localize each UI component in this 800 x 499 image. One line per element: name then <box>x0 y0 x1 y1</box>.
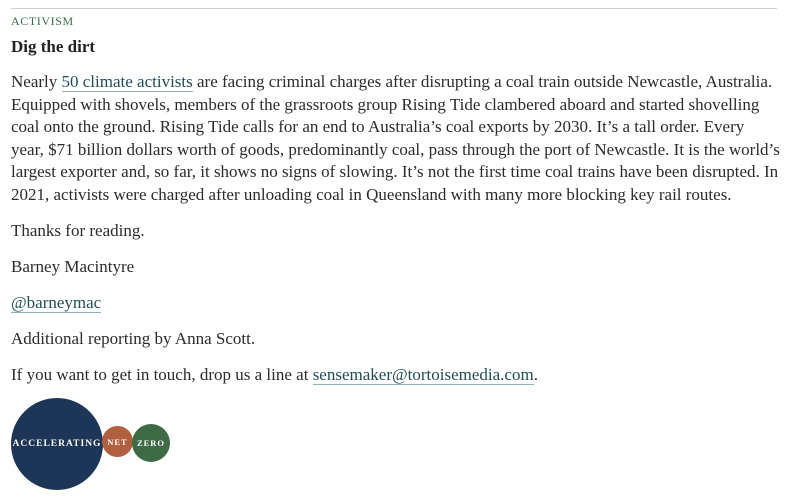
author-handle-paragraph <box>11 292 101 314</box>
contact-line <box>11 364 538 386</box>
additional-reporting: Additional reporting by Anna Scott. <box>11 329 256 348</box>
body-text-start: Nearly <box>11 72 62 91</box>
author-handle-link[interactable]: @barneymac <box>11 293 102 312</box>
badge-circle-zero <box>132 424 170 462</box>
accelerating-net-zero-badge[interactable] <box>11 398 181 490</box>
contact-email-link[interactable]: sensemaker@tortoisemedia.com <box>312 365 534 384</box>
badge-circle-accelerating <box>11 398 103 490</box>
section-kicker: ACTIVISM <box>11 14 74 28</box>
climate-activists-link[interactable]: 50 climate activists <box>61 72 193 91</box>
author-name: Barney Macintyre <box>11 257 135 276</box>
badge-word-accelerating: ACCELERATING <box>12 439 102 449</box>
contact-period: . <box>533 365 538 384</box>
contact-text: If you want to get in touch, drop us a line at <box>11 365 313 384</box>
article-headline: Dig the dirt <box>11 37 96 56</box>
thanks-text: Thanks for reading. <box>11 221 145 240</box>
body-text-rest: are facing criminal charges after disrupting a coal train outside Newcastle, Australia. Equipped with shovels, members of the grassroots group Rising Tide clambered aboard and started shovelling coal onto the ground. Rising Tide calls for an end to Australia’s coal exports by 2030. It’s a tall order. Every year, $71 billion dollars worth of goods, predominantly coal, pass through the port of Newcastle. It is the world’s largest exporter and, so far, it shows no signs of slowing. It’s not the first time coal trains have been disrupted. In 2021, activists were charged after unloading coal in Queensland with many more blocking key rail routes. <box>11 72 780 204</box>
section-divider <box>11 8 777 9</box>
article-body <box>11 71 781 207</box>
badge-circle-net <box>102 426 133 457</box>
badge-word-zero: ZERO <box>136 438 166 448</box>
badge-word-net: NET <box>107 436 128 447</box>
